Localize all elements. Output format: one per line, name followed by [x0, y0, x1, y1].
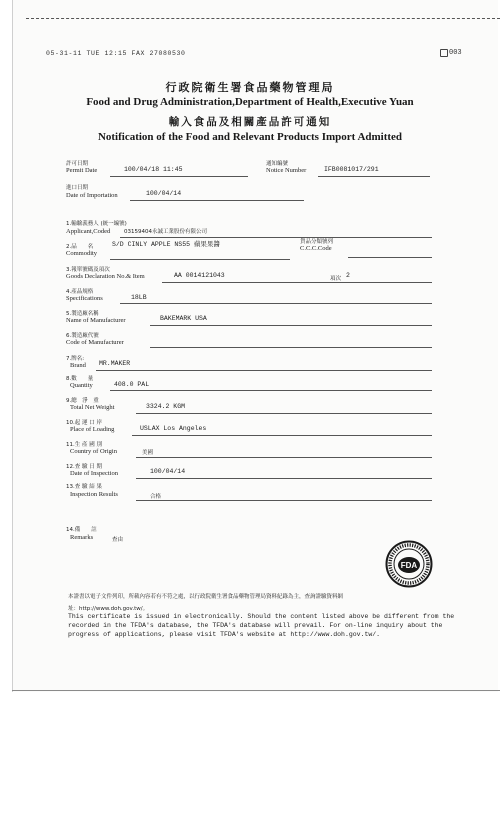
field-loading-underline [132, 435, 432, 436]
field-brand-underline [96, 370, 432, 371]
field-manufacturer-label-zh: 5.製造廠名稱 [66, 311, 99, 317]
field-inspection-date-label-en: Date of Inspection [70, 470, 119, 477]
item-value: 2 [346, 272, 350, 279]
notice-number-value: IFB0081017/291 [324, 166, 379, 173]
field-manufacturer-value: BAKEMARK USA [160, 315, 207, 322]
import-date-value: 100/04/14 [146, 190, 182, 197]
field-net-weight-label-en: Total Net Weight [70, 404, 115, 411]
field-declaration-value: AA 0014121043 [174, 272, 225, 279]
ccc-label-en: C.C.C.Code [300, 245, 332, 252]
field-origin-label-zh: 11.生 產 國 別 [66, 442, 102, 448]
field-origin-underline [136, 457, 432, 458]
field-commodity-underline [110, 259, 290, 260]
field-remarks-value: 查由 [112, 537, 124, 543]
footer-en-line-1: This certificate is issued in electronically. Should the content listed above be different from the [68, 613, 455, 620]
agency-title-zh: 行政院衛生署食品藥物管理局 [165, 81, 335, 94]
field-remarks-label-zh: 14.備 註 [66, 527, 97, 533]
field-declaration-label-zh: 3.報單號碼及項次 [66, 267, 110, 273]
field-inspection-results-underline [136, 500, 432, 501]
field-applicant-underline [120, 237, 432, 238]
notice-title-en: Notification of the Food and Relevant Products Import Admitted [97, 131, 403, 143]
footer-zh-line-2: 址：http://www.doh.gov.tw/。 [68, 606, 149, 612]
scan-bottom-edge [12, 690, 500, 691]
field-origin-label-en: Country of Origin [70, 448, 117, 455]
footer-en-line-3: progress of applications, please visit TFDA's website at http://www.doh.gov.tw/. [68, 631, 381, 638]
field-applicant-label-en: Applicant,Coded [66, 228, 111, 235]
item-label: 項次 [330, 276, 342, 282]
field-manufacturer-underline [150, 325, 432, 326]
agency-title-en: Food and Drug Administration,Department of Health,Executive Yuan [86, 96, 414, 108]
field-spec-value: 18LB [131, 294, 147, 301]
permit-date-label-zh: 許可日期 [66, 161, 89, 167]
field-inspection-results-value: 合格 [150, 494, 162, 500]
field-quantity-label-en: Quantity [70, 382, 93, 389]
ccc-label-zh: 貨品分類號列 [300, 239, 334, 245]
fax-page-box-icon [440, 49, 448, 57]
field-spec-label-en: Specifications [66, 295, 103, 302]
field-quantity-label-zh: 8.數 量 [66, 376, 94, 382]
field-inspection-date-underline [136, 478, 432, 479]
field-brand-value: MR.MAKER [99, 360, 131, 367]
fax-page-number [440, 49, 462, 57]
permit-date-label-en: Permit Date [66, 167, 98, 174]
notice-number-label-zh: 通知編號 [266, 161, 289, 167]
notice-title-zh: 輸入食品及相關產品許可通知 [168, 116, 332, 128]
field-commodity-label-zh: 2.品 名 [66, 244, 94, 250]
field-declaration-label-en: Goods Declaration No.& Item [66, 273, 145, 280]
field-commodity-value: S/D CINLY APPLE NS55 蘋果果醬 [112, 241, 220, 248]
permit-date-value: 100/04/18 11:45 [124, 166, 183, 173]
field-manufacturer-label-en: Name of Manufacturer [66, 317, 126, 324]
field-declaration-underline [162, 282, 432, 283]
stamp-text: FDA [400, 561, 418, 570]
field-brand-label-en: Brand [70, 362, 86, 369]
field-inspection-date-value: 100/04/14 [150, 468, 186, 475]
import-date-underline [130, 200, 304, 201]
field-net-weight-value: 3324.2 KGM [146, 403, 186, 410]
field-spec-label-zh: 4.產品規格 [66, 289, 94, 295]
field-mfr-code-label-en: Code of Manufacturer [66, 339, 124, 346]
field-inspection-results-label-en: Inspection Results [70, 491, 118, 498]
footer-zh-line-1: 本證書以電子文件列印，所載內容若有不符之處，以行政院衛生署食品藥物管理局資料紀錄為主，查詢證驗資料網 [68, 594, 344, 600]
field-applicant-label-zh: 1.輸驗義務人 (統一編號) [66, 221, 127, 227]
field-loading-label-zh: 10.起 運 口 岸 [66, 420, 102, 426]
field-spec-underline [120, 303, 432, 304]
field-quantity-underline [110, 390, 432, 391]
field-origin-value: 美國 [142, 450, 154, 456]
import-date-label-zh: 進口日期 [66, 185, 89, 191]
field-mfr-code-label-zh: 6.製造廠代號 [66, 333, 99, 339]
field-mfr-code-underline [150, 347, 432, 348]
field-inspection-results-label-zh: 13.查 驗 結 果 [66, 484, 102, 490]
field-loading-value: USLAX Los Angeles [140, 425, 207, 432]
field-net-weight-label-zh: 9.總 淨 重 [66, 398, 99, 404]
ccc-underline [348, 257, 432, 258]
fax-page-text: 003 [449, 49, 462, 57]
field-remarks-label-en: Remarks [70, 534, 94, 541]
import-date-label-en: Date of Importation [66, 192, 118, 199]
fax-perforation-line [26, 18, 500, 19]
field-loading-label-en: Place of Loading [70, 426, 115, 433]
field-quantity-value: 408.0 PAL [114, 381, 150, 388]
fax-header: 05-31-11 TUE 12:15 FAX 27080530 [46, 50, 186, 57]
notice-number-underline [318, 176, 430, 177]
permit-date-underline [110, 176, 248, 177]
fda-seal-stamp [385, 540, 433, 588]
field-applicant-value: 03159404永誠工業股份有限公司 [124, 229, 207, 235]
notice-number-label-en: Notice Number [266, 167, 307, 174]
field-brand-label-zh: 7.牌名: [66, 356, 85, 362]
field-commodity-label-en: Commodity [66, 250, 98, 257]
field-inspection-date-label-zh: 12.查 驗 日 期 [66, 464, 102, 470]
field-net-weight-underline [136, 413, 432, 414]
footer-en-line-2: recorded in the TFDA's database, the TFDA's database will prevail. For on-line inquiry about the [68, 622, 443, 629]
